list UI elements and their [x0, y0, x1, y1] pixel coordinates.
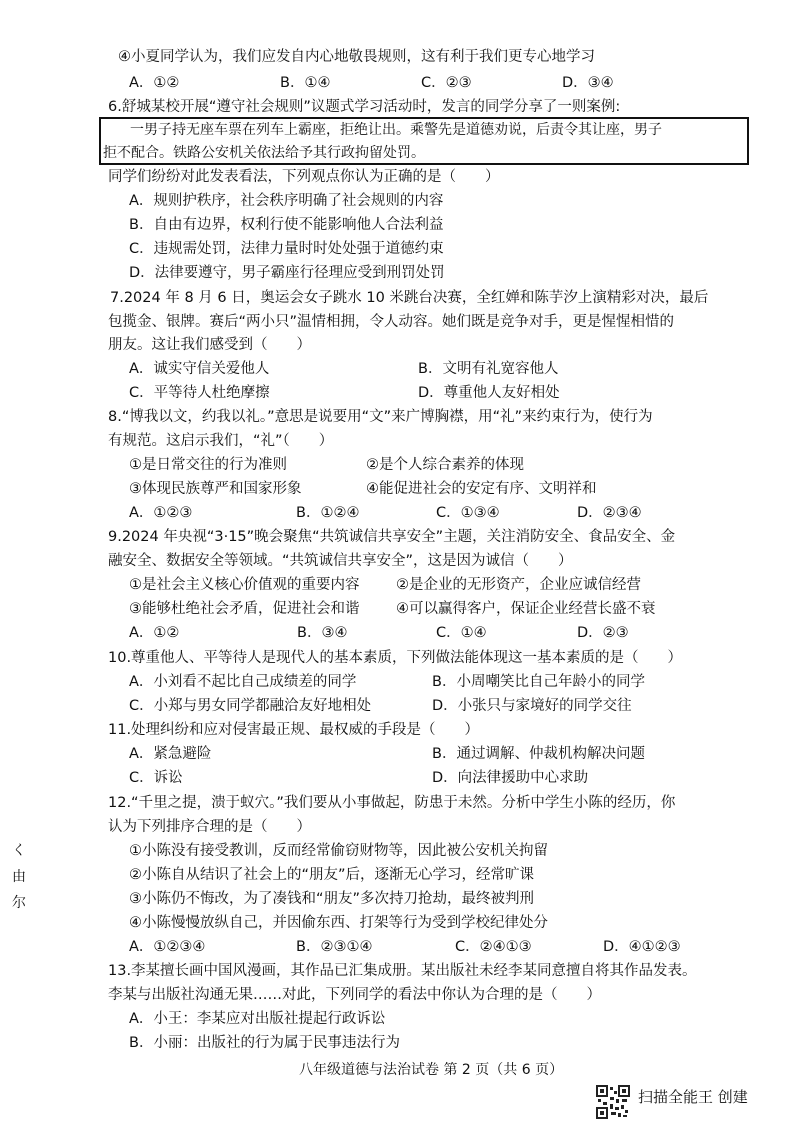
q11-option-a: A．紧急避险: [129, 746, 212, 762]
q13-option-a: A．小王：李某应对出版社提起行政诉讼: [129, 1011, 386, 1027]
q7-line-1: 7.2024 年 8 月 6 日，奥运会女子跳水 10 米跳台决赛，全红婵和陈芋汐上演精彩对决，最后: [110, 290, 709, 306]
q7-option-b: B．文明有礼宽容他人: [418, 361, 559, 377]
q11-option-c: C．诉讼: [129, 770, 183, 786]
q7-option-d: D．尊重他人友好相处: [418, 385, 560, 401]
q6-option-d: D．法律要遵守，男子霸座行径理应受到刑罚处罚: [129, 265, 445, 281]
q5-item-4: ④小夏同学认为，我们应发自内心地敬畏规则，这有利于我们更专心地学习: [118, 49, 595, 65]
q9-item-2: ②是企业的无形资产，企业应诚信经营: [396, 577, 641, 593]
q9-option-d: D．②③: [577, 625, 629, 641]
q9-option-b: B．③④: [297, 625, 348, 641]
q8-option-b: B．①②④: [296, 505, 360, 521]
q12-item-4: ④小陈慢慢放纵自己，并因偷东西、打架等行为受到学校纪律处分: [129, 915, 548, 931]
scanner-brand-label: 扫描全能王 创建: [638, 1088, 748, 1106]
q5-option-b: B．①④: [280, 75, 331, 91]
q8-item-4: ④能促进社会的安定有序、文明祥和: [366, 481, 597, 497]
q6-stem: 6.舒城某校开展“遵守社会规则”议题式学习活动时，发言的同学分享了一则案例:: [108, 99, 621, 115]
q6-prompt: 同学们纷纷对此发表看法，下列观点你认为正确的是（ ）: [108, 169, 500, 185]
q7-option-c: C．平等待人杜绝摩擦: [129, 385, 270, 401]
q8-option-c: C．①③④: [436, 505, 500, 521]
q9-item-4: ④可以赢得客户，保证企业经营长盛不衰: [396, 601, 656, 617]
q12-line-1: 12.“千里之提，溃于蚁穴。”我们要从小事做起，防患于未然。分析中学生小陈的经历，你: [108, 795, 676, 811]
q5-option-a: A．①②: [129, 75, 180, 91]
q12-line-2: 认为下列排序合理的是（ ）: [108, 819, 311, 835]
q8-line-2: 有规范。这启示我们，“礼”（ ）: [108, 433, 334, 449]
q12-item-2: ②小陈自从结识了社会上的“朋友”后，逐渐无心学习，经常旷课: [129, 867, 535, 883]
q13-line-2: 李某与出版社沟通无果……对此，下列同学的看法中你认为合理的是（ ）: [108, 987, 601, 1003]
q8-option-a: A．①②③: [129, 505, 193, 521]
q13-line-1: 13.李某擅长画中国风漫画，其作品已汇集成册。某出版社未经李某同意擅自将其作品发表。: [108, 963, 697, 979]
q7-line-3: 朋友。这让我们感受到（ ）: [108, 337, 311, 353]
binding-mark-char-2: 由: [12, 869, 26, 885]
binding-mark-char-3: 尔: [12, 895, 26, 911]
q12-option-a: A．①②③④: [129, 939, 206, 955]
q5-option-d: D．③④: [562, 75, 614, 91]
q8-line-1: 8.“博我以文，约我以礼。”意思是说要用“文”来广博胸襟，用“礼”来约束行为，使行为: [108, 409, 653, 425]
q10-option-b: B．小周嘲笑比自己年龄小的同学: [432, 674, 645, 690]
q9-option-c: C．①④: [436, 625, 487, 641]
q8-item-1: ①是日常交往的行为准则: [129, 457, 287, 473]
q8-item-2: ②是个人综合素养的体现: [366, 457, 524, 473]
binding-margin-mark: [8, 838, 30, 916]
q13-option-b: B．小丽：出版社的行为属于民事违法行为: [129, 1035, 400, 1051]
q10-option-c: C．小郑与男女同学都融洽友好地相处: [129, 698, 372, 714]
binding-mark-char-1: く: [12, 843, 26, 859]
q11-option-b: B．通过调解、仲裁机构解决问题: [432, 746, 645, 762]
q10-option-d: D．小张只与家境好的同学交往: [432, 698, 632, 714]
q6-option-b: B．自由有边界，权利行使不能影响他人合法利益: [129, 217, 444, 233]
qr-code-icon: [596, 1085, 630, 1119]
q11-option-d: D．向法律援助中心求助: [432, 770, 589, 786]
q5-option-c: C．②③: [421, 75, 472, 91]
q6-case-line-2: 拒不配合。铁路公安机关依法给予其行政拘留处罚。: [103, 145, 425, 161]
q12-option-c: C．②④①③: [455, 939, 532, 955]
q12-item-1: ①小陈没有接受教训，反而经常偷窃财物等，因此被公安机关拘留: [129, 843, 548, 859]
q9-option-a: A．①②: [129, 625, 180, 641]
q8-option-d: D．②③④: [577, 505, 642, 521]
q12-item-3: ③小陈仍不悔改，为了凑钱和“朋友”多次持刀抢劫，最终被判刑: [129, 891, 535, 907]
q9-item-1: ①是社会主义核心价值观的重要内容: [129, 577, 360, 593]
q8-item-3: ③体现民族尊严和国家形象: [129, 481, 302, 497]
q12-option-b: B．②③①④: [296, 939, 373, 955]
q6-case-line-1: 一男子持无座车票在列车上霸座，拒绝让出。乘警先是道德劝说，后责令其让座，男子: [130, 122, 662, 138]
q9-line-2: 融安全、数据安全等领域。“共筑诚信共享安全”，这是因为诚信（ ）: [108, 553, 573, 569]
page-footer: 八年级道德与法治试卷 第 2 页（共 6 页）: [299, 1062, 564, 1078]
q6-option-c: C．违规需处罚，法律力量时时处处强于道德约束: [129, 241, 444, 257]
q12-option-d: D．④①②③: [603, 939, 681, 955]
q11-stem: 11.处理纠纷和应对侵害最正规、最权威的手段是（ ）: [108, 722, 480, 738]
q9-item-3: ③能够杜绝社会矛盾，促进社会和谐: [129, 601, 360, 617]
q10-option-a: A．小刘看不起比自己成绩差的同学: [129, 674, 357, 690]
q7-option-a: A．诚实守信关爱他人: [129, 361, 270, 377]
q6-option-a: A．规则护秩序，社会秩序明确了社会规则的内容: [129, 193, 444, 209]
q10-stem: 10.尊重他人、平等待人是现代人的基本素质，下列做法能体现这一基本素质的是（ ）: [108, 650, 683, 666]
q9-line-1: 9.2024 年央视“3·15”晚会聚焦“共筑诚信共享安全”主题，关注消防安全、食品安全、金: [108, 529, 676, 545]
q7-line-2: 包揽金、银牌。赛后“两小只”温情相拥，令人动容。她们既是竞争对手，更是惺惺相惜的: [108, 314, 675, 330]
